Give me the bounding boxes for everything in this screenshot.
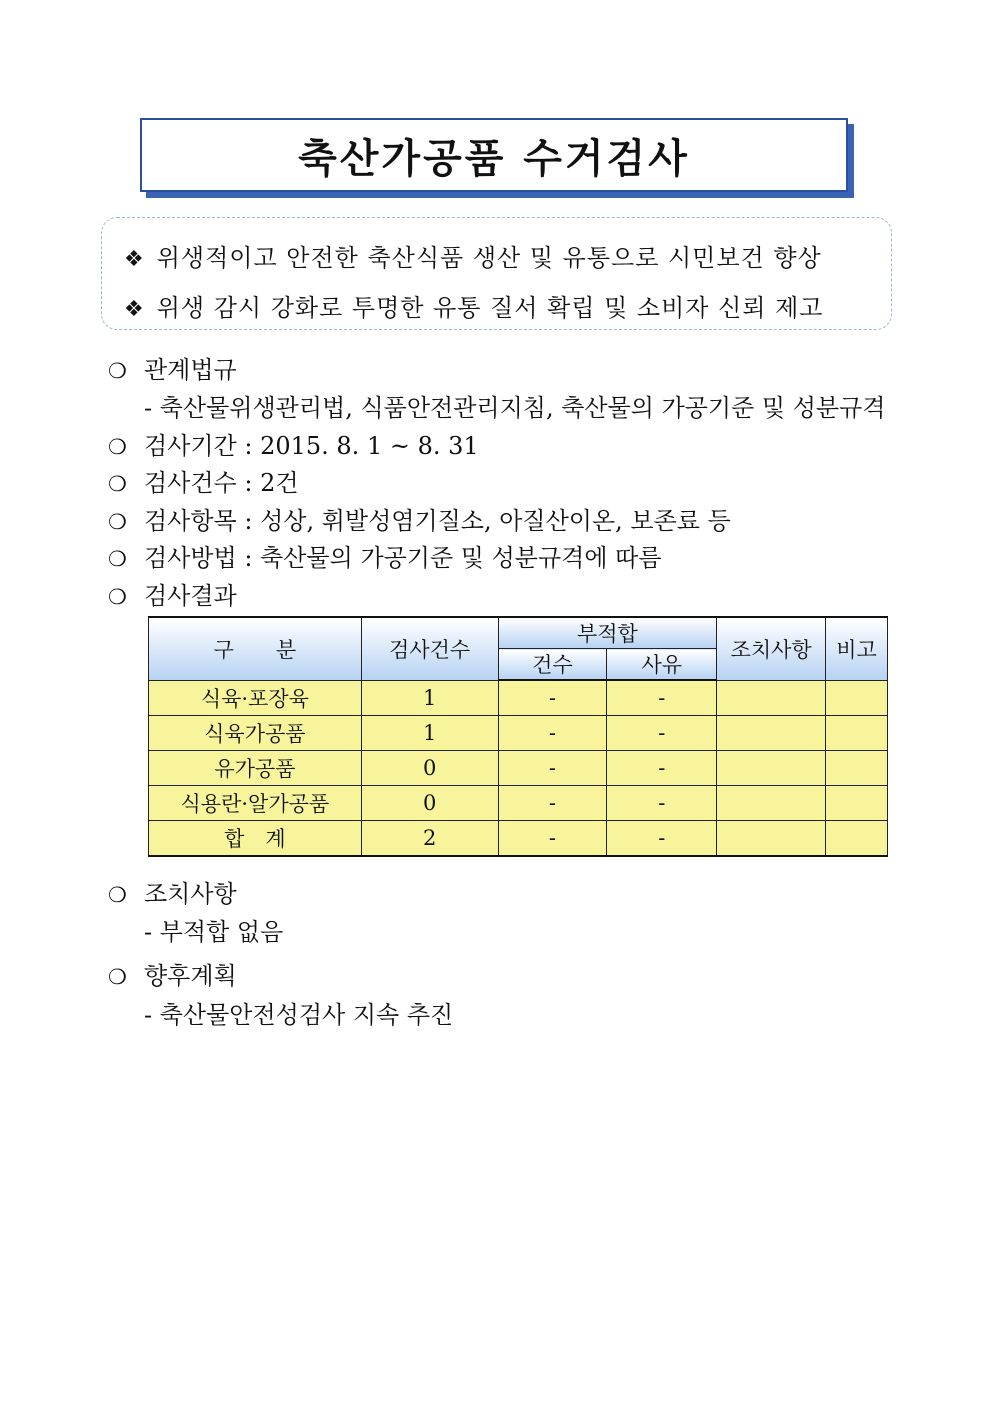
count-text: 검사건수 : 2건 [144, 469, 299, 497]
plan-heading [108, 956, 237, 991]
cell-inspected: 1 [361, 716, 498, 751]
header-category: 구 분 [149, 617, 362, 680]
header-inspected: 검사건수 [361, 617, 498, 680]
cell-action [717, 716, 826, 751]
cell-nc-count: - [498, 821, 607, 857]
cell-nc-count: - [498, 716, 607, 751]
result-heading [108, 576, 237, 611]
circle-bullet-icon: ❍ [108, 585, 127, 609]
cell-remark [826, 716, 888, 751]
goal-text: 위생적이고 안전한 축산식품 생산 및 유통으로 시민보건 향상 [156, 244, 822, 272]
cell-category: 식육·포장육 [149, 680, 362, 716]
diamond-bullet-icon: ❖ [124, 297, 145, 322]
cell-inspected: 2 [361, 821, 498, 857]
cell-category: 식용란·알가공품 [149, 786, 362, 821]
cell-remark [826, 751, 888, 786]
plan-detail: - 축산물안전성검사 지속 추진 [144, 1001, 454, 1029]
items-text: 검사항목 : 성상, 휘발성염기질소, 아질산이온, 보존료 등 [144, 507, 731, 535]
goal-item [124, 238, 822, 273]
circle-bullet-icon: ❍ [108, 472, 127, 496]
circle-bullet-icon: ❍ [108, 359, 127, 383]
goal-text: 위생 감시 강화로 투명한 유통 질서 확립 및 소비자 신뢰 제고 [156, 294, 824, 322]
cell-nc-reason: - [607, 716, 717, 751]
cell-nc-reason: - [607, 786, 717, 821]
cell-nc-count: - [498, 786, 607, 821]
cell-remark [826, 786, 888, 821]
plan-heading-text: 향후계획 [144, 962, 237, 990]
cell-category: 합 계 [149, 821, 362, 857]
header-nc-count: 건수 [498, 649, 607, 681]
cell-action [717, 751, 826, 786]
cell-inspected: 0 [361, 751, 498, 786]
method-line [108, 538, 662, 573]
cell-category: 유가공품 [149, 751, 362, 786]
cell-inspected: 1 [361, 680, 498, 716]
cell-remark [826, 821, 888, 857]
cell-inspected: 0 [361, 786, 498, 821]
cell-remark [826, 680, 888, 716]
cell-category: 식육가공품 [149, 716, 362, 751]
cell-nc-count: - [498, 751, 607, 786]
goals-box [101, 217, 892, 330]
cell-action [717, 680, 826, 716]
result-table [148, 616, 888, 857]
circle-bullet-icon: ❍ [108, 547, 127, 571]
result-heading-text: 검사결과 [144, 582, 237, 610]
count-line [108, 463, 299, 498]
cell-nc-reason: - [607, 821, 717, 857]
cell-nc-reason: - [607, 751, 717, 786]
items-line [108, 501, 731, 536]
goal-item [124, 288, 823, 323]
header-nonconform: 부적합 [498, 617, 717, 649]
table-row [149, 716, 888, 751]
cell-action [717, 786, 826, 821]
law-heading-text: 관계법규 [144, 356, 237, 384]
circle-bullet-icon: ❍ [108, 435, 127, 459]
circle-bullet-icon: ❍ [108, 883, 127, 907]
table-row [149, 680, 888, 716]
period-line [108, 426, 479, 461]
period-text: 검사기간 : 2015. 8. 1 ~ 8. 31 [144, 432, 479, 460]
table-row [149, 786, 888, 821]
method-text: 검사방법 : 축산물의 가공기준 및 성분규격에 따름 [144, 544, 662, 572]
action-heading-text: 조치사항 [144, 880, 237, 908]
diamond-bullet-icon: ❖ [124, 247, 145, 272]
action-detail: - 부적합 없음 [144, 918, 284, 946]
cell-action [717, 821, 826, 857]
header-action: 조치사항 [717, 617, 826, 680]
header-remark: 비고 [826, 617, 888, 680]
title-box [140, 118, 848, 192]
circle-bullet-icon: ❍ [108, 965, 127, 989]
table-row [149, 751, 888, 786]
law-detail: - 축산물위생관리법, 식품안전관리지침, 축산물의 가공기준 및 성분규격 [144, 394, 886, 422]
page-title: 축산가공품 수거검사 [298, 135, 690, 182]
cell-nc-reason: - [607, 680, 717, 716]
action-heading [108, 874, 237, 909]
law-heading [108, 350, 237, 385]
table-row-total [149, 821, 888, 857]
circle-bullet-icon: ❍ [108, 510, 127, 534]
cell-nc-count: - [498, 680, 607, 716]
header-nc-reason: 사유 [607, 649, 717, 681]
